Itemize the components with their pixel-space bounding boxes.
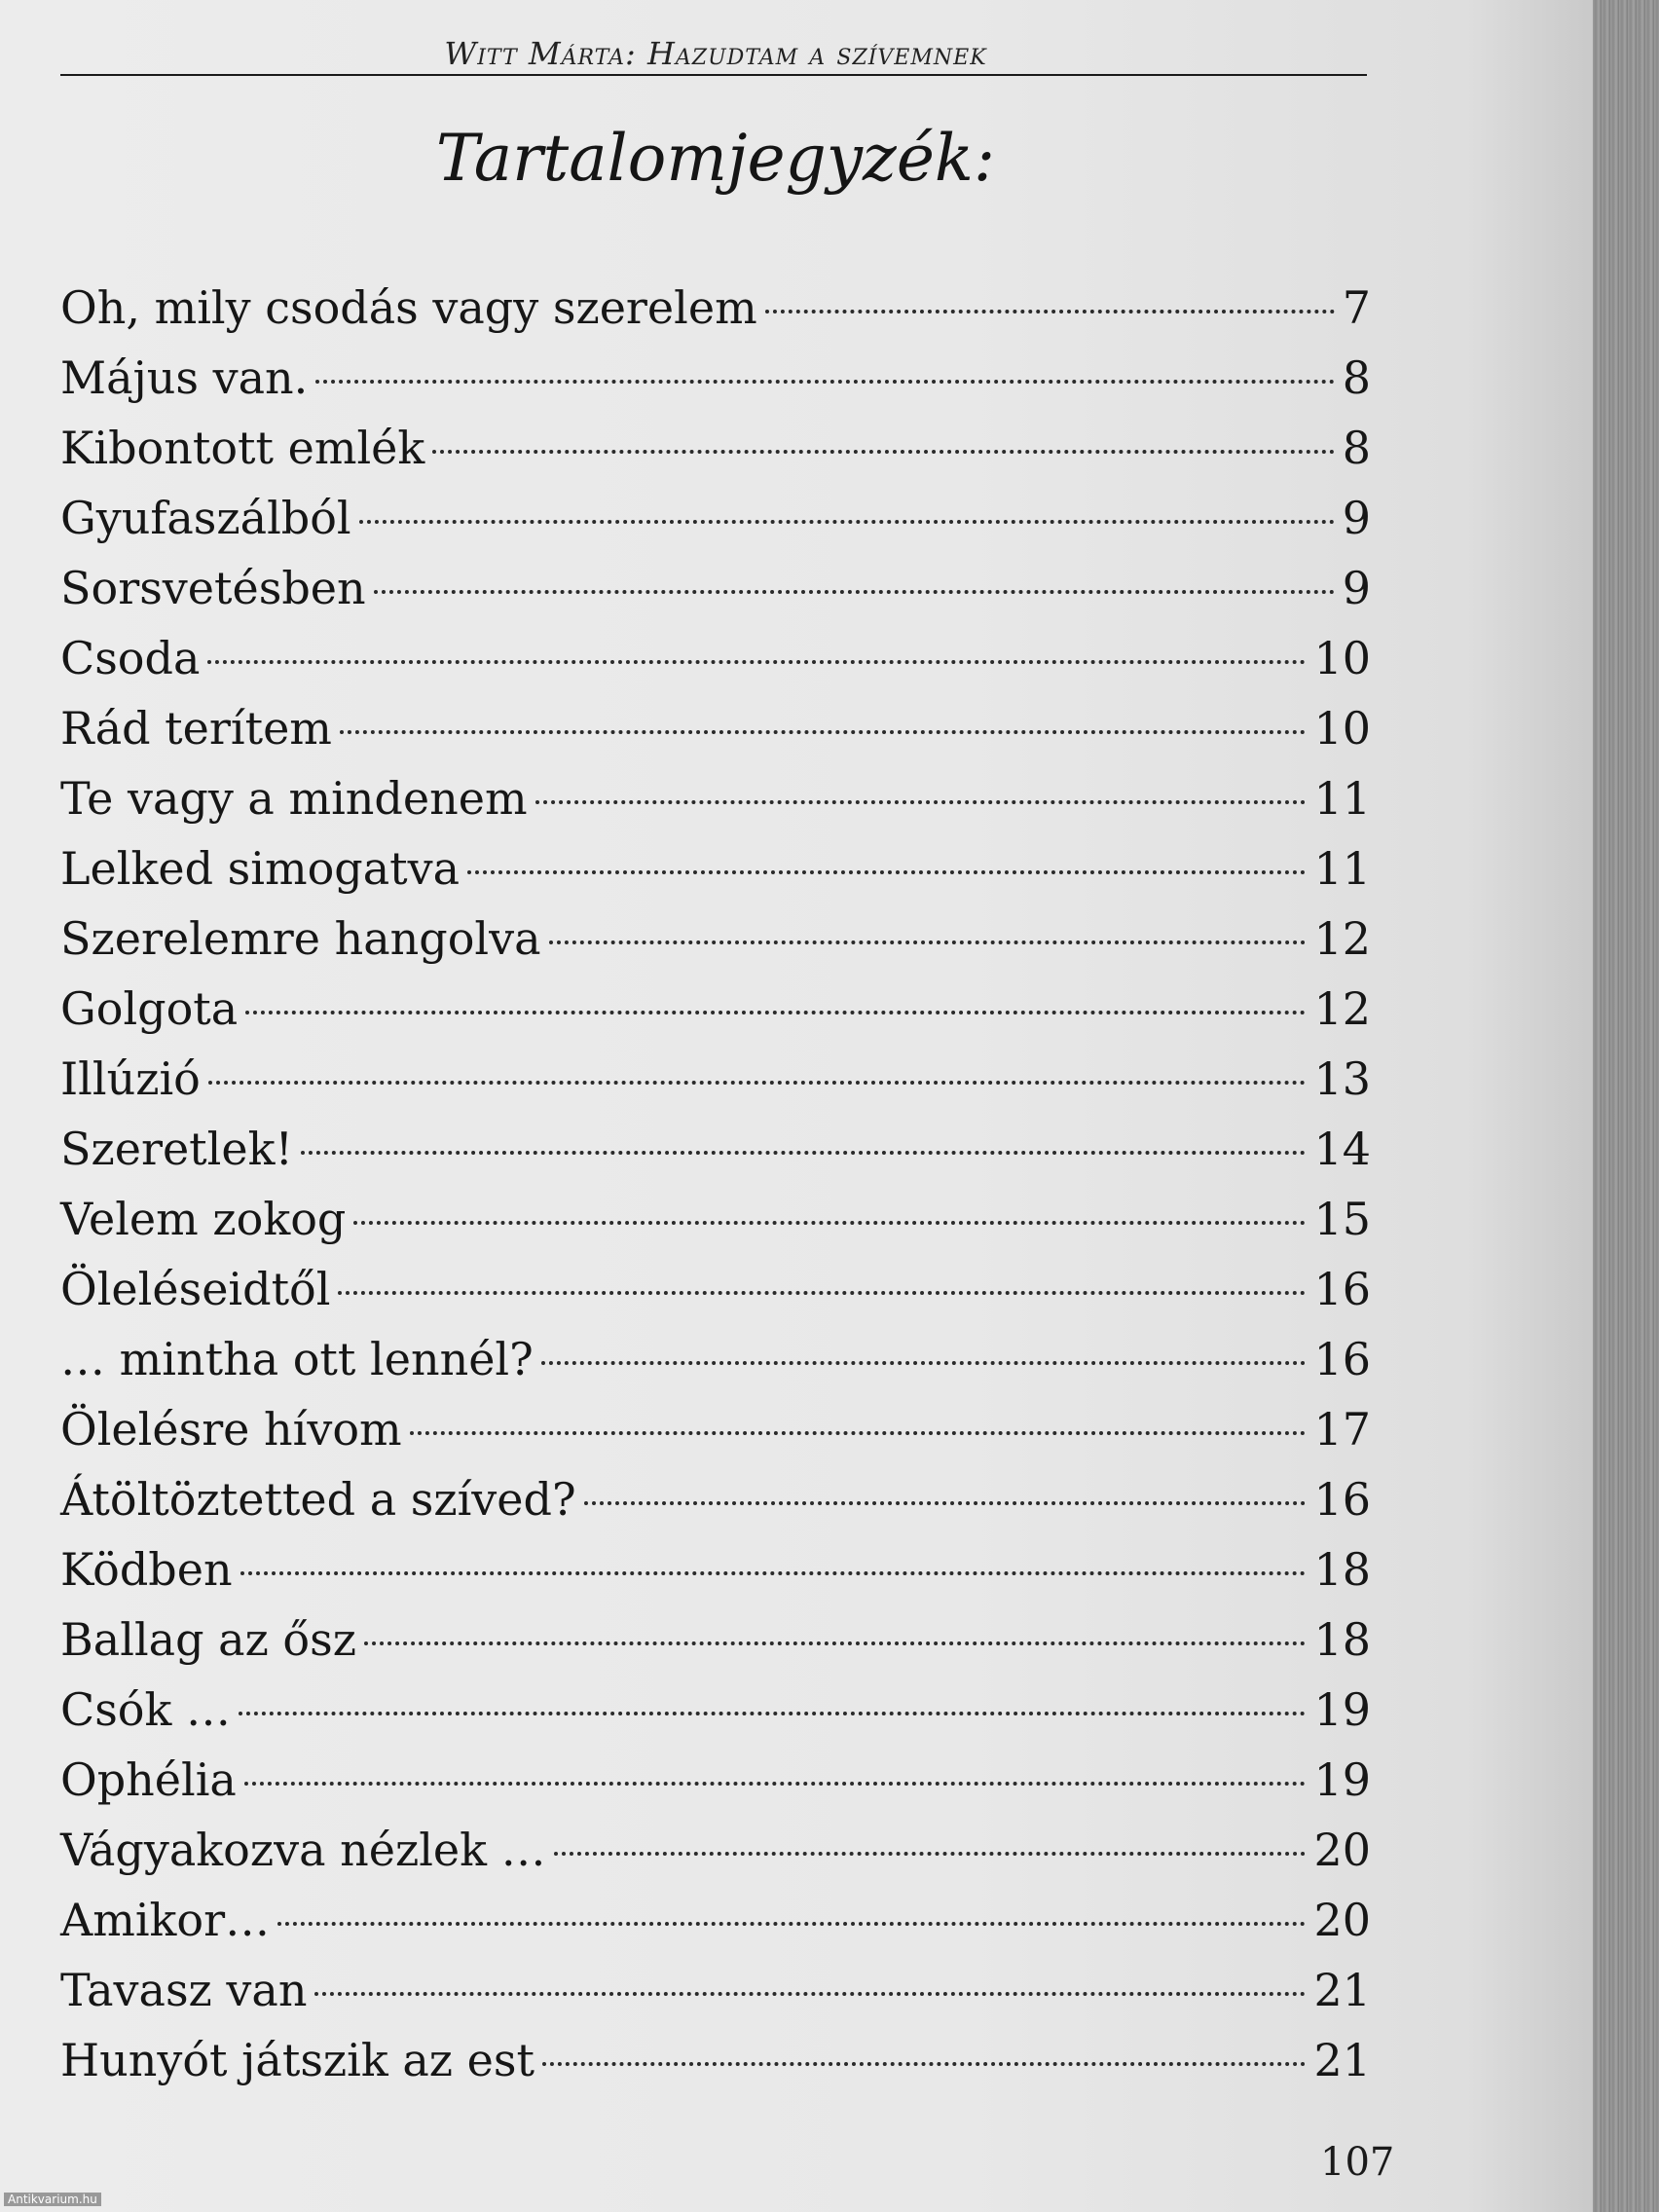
toc-entry-page: 16: [1313, 1263, 1371, 1315]
toc-dot-leader: [765, 310, 1335, 313]
toc-dot-leader: [338, 1291, 1306, 1295]
toc-entry-page: 10: [1313, 702, 1371, 755]
toc-dot-leader: [542, 2062, 1306, 2066]
toc-dot-leader: [208, 1081, 1307, 1085]
toc-entry: [60, 693, 1371, 763]
toc-entry-page: 8: [1342, 422, 1371, 474]
toc-entry-page: 9: [1342, 492, 1371, 544]
toc-entry-page: 18: [1313, 1613, 1371, 1666]
toc-entry-page: 15: [1313, 1193, 1371, 1245]
toc-entry-title: Golgota: [60, 982, 239, 1035]
toc-dot-leader: [245, 1011, 1306, 1014]
toc-entry-page: 19: [1313, 1753, 1371, 1806]
toc-entry: [60, 483, 1371, 553]
toc-entry: [60, 833, 1371, 903]
toc-entry: [60, 1184, 1371, 1254]
toc-entry-title: Gyufaszálból: [60, 492, 351, 544]
toc-dot-leader: [432, 450, 1334, 454]
toc-dot-leader: [207, 660, 1306, 664]
table-of-contents: [60, 273, 1371, 2095]
toc-entry: [60, 343, 1371, 413]
toc-entry-title: Illúzió: [60, 1052, 201, 1105]
toc-entry: [60, 2025, 1371, 2095]
toc-entry-title: … mintha ott lennél?: [60, 1333, 534, 1385]
toc-entry-page: 20: [1313, 1824, 1371, 1876]
toc-entry-title: Szerelemre hangolva: [60, 912, 541, 965]
toc-entry: [60, 1394, 1371, 1464]
toc-entry: [60, 1955, 1371, 2025]
toc-entry: [60, 763, 1371, 833]
toc-entry: [60, 273, 1371, 343]
toc-entry: [60, 1464, 1371, 1534]
toc-entry: [60, 1675, 1371, 1745]
toc-dot-leader: [410, 1431, 1307, 1435]
toc-entry-title: Oh, mily csodás vagy szerelem: [60, 281, 757, 334]
toc-entry-title: Ballag az ősz: [60, 1613, 356, 1666]
toc-dot-leader: [314, 1992, 1306, 1996]
page-number: 107: [1320, 2140, 1395, 2185]
toc-entry-page: 21: [1313, 1964, 1371, 2016]
page-edge-stack: [1593, 0, 1659, 2212]
toc-dot-leader: [315, 380, 1334, 384]
toc-entry-title: Lelked simogatva: [60, 842, 461, 895]
toc-entry-page: 19: [1313, 1683, 1371, 1736]
toc-dot-leader: [549, 940, 1307, 944]
toc-entry-title: Csoda: [60, 632, 201, 684]
toc-dot-leader: [240, 1571, 1307, 1575]
toc-entry: [60, 1885, 1371, 1955]
toc-entry-title: Tavasz van: [60, 1964, 308, 2016]
toc-entry-page: 12: [1313, 982, 1371, 1035]
toc-entry-title: Öleléseidtől: [60, 1263, 331, 1315]
toc-entry-page: 16: [1313, 1333, 1371, 1385]
toc-dot-leader: [353, 1221, 1306, 1225]
toc-dot-leader: [277, 1922, 1306, 1926]
toc-entry: [60, 1745, 1371, 1815]
toc-dot-leader: [541, 1361, 1307, 1365]
toc-entry-page: 16: [1313, 1473, 1371, 1526]
toc-entry-title: Szeretlek!: [60, 1123, 293, 1175]
toc-entry: [60, 623, 1371, 693]
toc-entry-title: Sorsvetésben: [60, 562, 366, 614]
toc-entry-page: 11: [1313, 842, 1371, 895]
toc-entry-title: Május van.: [60, 351, 309, 404]
toc-dot-leader: [364, 1641, 1306, 1645]
toc-entry-title: Átöltöztetted a szíved?: [60, 1473, 576, 1526]
toc-entry-title: Te vagy a mindenem: [60, 772, 528, 825]
toc-dot-leader: [301, 1151, 1306, 1155]
watermark: Antikvarium.hu: [4, 2193, 101, 2206]
toc-entry-title: Ophélia: [60, 1753, 237, 1806]
toc-entry-page: 12: [1313, 912, 1371, 965]
toc-dot-leader: [584, 1501, 1307, 1505]
header-rule: [60, 74, 1367, 76]
toc-entry: [60, 1534, 1371, 1604]
toc-entry: [60, 1324, 1371, 1394]
toc-entry-page: 13: [1313, 1052, 1371, 1105]
toc-entry-page: 14: [1313, 1123, 1371, 1175]
toc-entry: [60, 1815, 1371, 1885]
toc-entry-title: Vágyakozva nézlek …: [60, 1824, 546, 1876]
toc-entry-title: Csók …: [60, 1683, 231, 1736]
toc-entry-title: Ködben: [60, 1543, 233, 1596]
toc-dot-leader: [340, 730, 1307, 734]
toc-dot-leader: [535, 800, 1307, 804]
toc-entry-title: Kibontott emlék: [60, 422, 425, 474]
toc-entry-page: 11: [1313, 772, 1371, 825]
toc-entry: [60, 413, 1371, 483]
toc-dot-leader: [554, 1852, 1307, 1856]
toc-dot-leader: [374, 590, 1335, 594]
toc-entry: [60, 974, 1371, 1044]
toc-entry-page: 20: [1313, 1894, 1371, 1946]
toc-dot-leader: [359, 520, 1335, 524]
toc-entry-title: Hunyót játszik az est: [60, 2034, 535, 2086]
toc-entry: [60, 1254, 1371, 1324]
toc-entry-title: Amikor…: [60, 1894, 271, 1946]
toc-dot-leader: [467, 870, 1306, 874]
toc-entry-title: Ölelésre hívom: [60, 1403, 402, 1456]
toc-entry-page: 21: [1313, 2034, 1371, 2086]
toc-entry-page: 9: [1342, 562, 1371, 614]
running-header: Witt Márta: Hazudtam a szívemnek: [444, 35, 987, 72]
toc-entry-page: 8: [1342, 351, 1371, 404]
toc-entry-title: Velem zokog: [60, 1193, 347, 1245]
toc-entry: [60, 553, 1371, 623]
page-title: Tartalomjegyzék:: [435, 121, 996, 196]
toc-entry-page: 10: [1313, 632, 1371, 684]
toc-entry: [60, 903, 1371, 974]
toc-entry-page: 18: [1313, 1543, 1371, 1596]
toc-entry-title: Rád terítem: [60, 702, 332, 755]
toc-dot-leader: [244, 1782, 1307, 1786]
toc-entry: [60, 1044, 1371, 1114]
toc-dot-leader: [239, 1712, 1306, 1715]
toc-entry: [60, 1114, 1371, 1184]
toc-entry: [60, 1604, 1371, 1675]
toc-entry-page: 7: [1342, 281, 1371, 334]
toc-entry-page: 17: [1313, 1403, 1371, 1456]
